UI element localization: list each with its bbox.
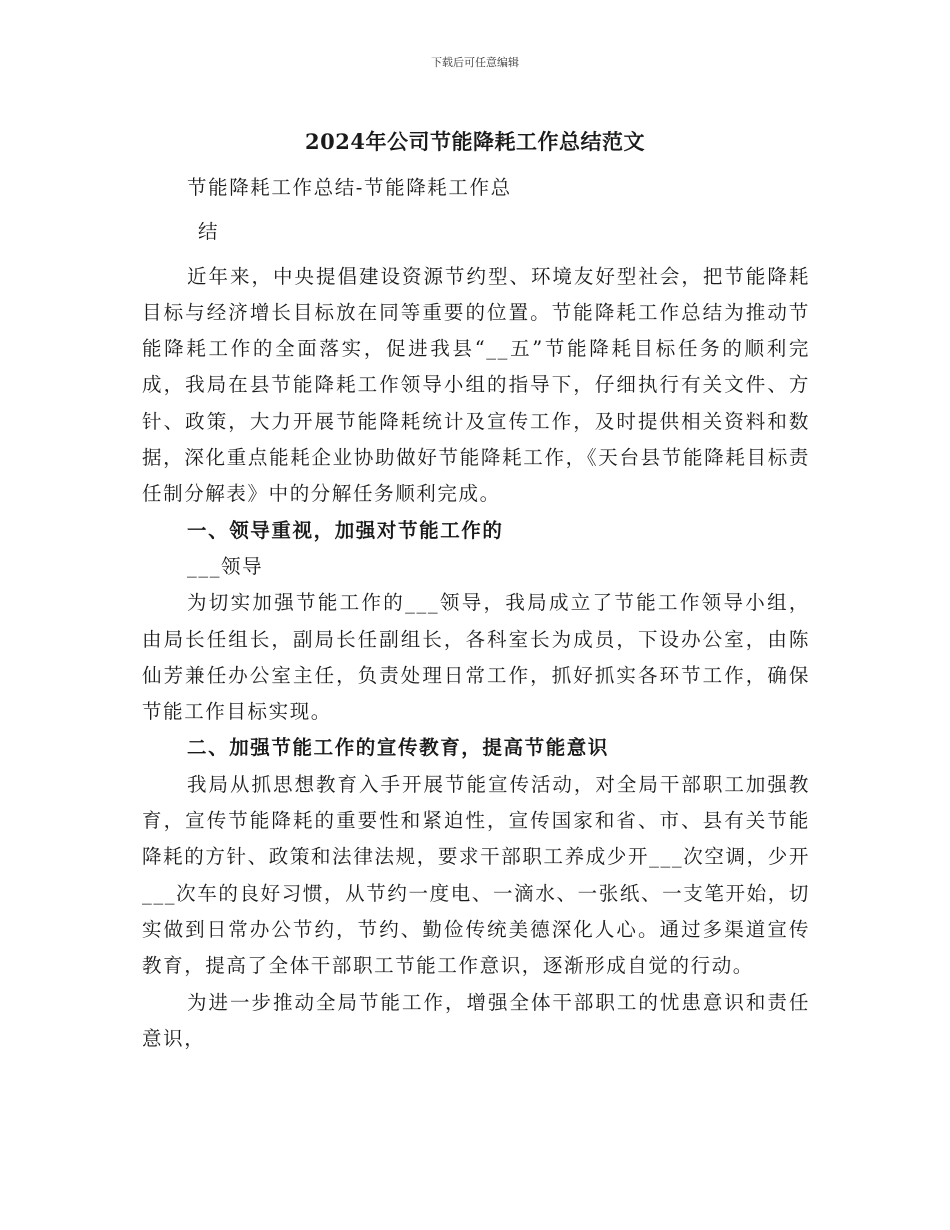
subtitle-line-2: 结	[198, 220, 220, 244]
section-heading-2: 二、加强节能工作的宣传教育，提高节能意识	[187, 736, 610, 760]
section-heading-1: 一、领导重视，加强对节能工作的	[187, 518, 504, 542]
document-body	[142, 170, 810, 1057]
paragraph-further: 为进一步推动全局节能工作，增强全体干部职工的忧患意识和责任意识，	[142, 990, 810, 1050]
document-title: 2024年公司节能降耗工作总结范文	[305, 129, 645, 154]
subtitle-line-1: 节能降耗工作总结-节能降耗工作总	[187, 176, 512, 199]
paragraph-publicity: 我局从抓思想教育入手开展节能宣传活动，对全局干部职工加强教育，宣传节能降耗的重要性和紧迫性，宣传国家和省、市、县有关节能降耗的方针、政策和法律法规，要求干部职工养成少开___次空调，少开___次车的良好习惯，从节约一度电、一滴水、一张纸、一支笔开始，切实做到日常办公节约，节约、勤俭传统美德深化人心。通过多渠道宣传教育，提高了全体干部职工节能工作意识，逐渐形成自觉的行动。	[142, 772, 810, 978]
section-heading-1-continuation: ___领导	[187, 554, 264, 578]
paragraph-intro: 近年来，中央提倡建设资源节约型、环境友好型社会，把节能降耗目标与经济增长目标放在同等重要的位置。节能降耗工作总结为推动节能降耗工作的全面落实，促进我县“__五”节能降耗目标任务的顺利完成，我局在县节能降耗工作领导小组的指导下，仔细执行有关文件、方针、政策，大力开展节能降耗统计及宣传工作，及时提供相关资料和数据，深化重点能耗企业协助做好节能降耗工作，《天台县节能降耗目标责任制分解表》中的分解任务顺利完成。	[142, 264, 810, 506]
page-header-note: 下载后可任意编辑	[431, 56, 519, 69]
paragraph-leadership: 为切实加强节能工作的___领导，我局成立了节能工作领导小组，由局长任组长，副局长任副组长，各科室长为成员，下设办公室，由陈仙芳兼任办公室主任，负责处理日常工作，抓好抓实各环节工作，确保节能工作目标实现。	[142, 591, 810, 724]
